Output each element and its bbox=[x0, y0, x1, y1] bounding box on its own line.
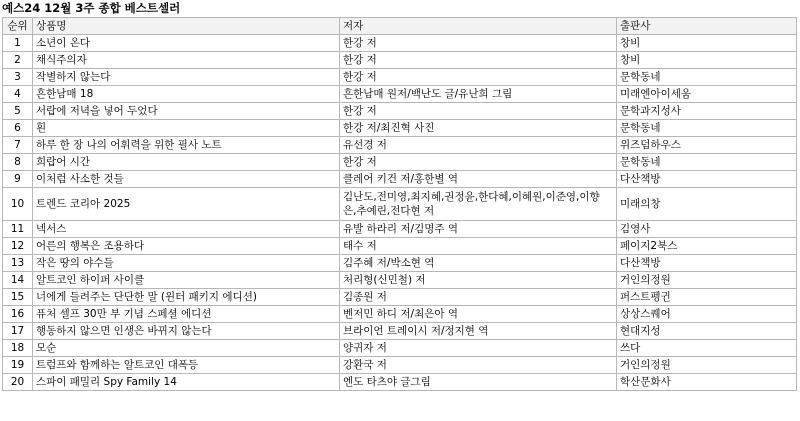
table-row bbox=[3, 255, 797, 272]
book-title-cell: 흰 bbox=[33, 120, 340, 137]
table-row bbox=[3, 86, 797, 103]
author-cell: 클레어 키건 저/홍한별 역 bbox=[340, 171, 617, 188]
publisher-cell: 문학과지성사 bbox=[617, 103, 797, 120]
rank-cell: 20 bbox=[3, 374, 33, 391]
table-row bbox=[3, 103, 797, 120]
table-body bbox=[3, 35, 797, 391]
publisher-cell: 다산책방 bbox=[617, 255, 797, 272]
rank-cell: 12 bbox=[3, 238, 33, 255]
author-cell: 엔도 타츠야 글그림 bbox=[340, 374, 617, 391]
publisher-cell: 현대지성 bbox=[617, 323, 797, 340]
author-cell: 강환국 저 bbox=[340, 357, 617, 374]
author-cell: 한강 저 bbox=[340, 69, 617, 86]
author-cell: 태수 저 bbox=[340, 238, 617, 255]
column-header-publisher: 출판사 bbox=[617, 18, 797, 35]
publisher-cell: 위즈덤하우스 bbox=[617, 137, 797, 154]
publisher-cell: 학산문화사 bbox=[617, 374, 797, 391]
publisher-cell: 퍼스트펭귄 bbox=[617, 289, 797, 306]
table-row bbox=[3, 137, 797, 154]
author-cell: 유선경 저 bbox=[340, 137, 617, 154]
book-title-cell: 퓨처 셀프 30만 부 기념 스페셜 에디션 bbox=[33, 306, 340, 323]
publisher-cell: 페이지2북스 bbox=[617, 238, 797, 255]
publisher-cell: 문학동네 bbox=[617, 120, 797, 137]
book-title-cell: 트럼프와 함께하는 알트코인 대폭등 bbox=[33, 357, 340, 374]
author-cell: 한강 저 bbox=[340, 35, 617, 52]
rank-cell: 3 bbox=[3, 69, 33, 86]
author-cell: 한강 저 bbox=[340, 52, 617, 69]
book-title-cell: 스파이 패밀리 Spy Family 14 bbox=[33, 374, 340, 391]
table-row bbox=[3, 69, 797, 86]
table-row bbox=[3, 154, 797, 171]
rank-cell: 16 bbox=[3, 306, 33, 323]
author-cell: 흔한남매 원저/백난도 글/유난희 그림 bbox=[340, 86, 617, 103]
page-title: 예스24 12월 3주 종합 베스트셀러 bbox=[2, 1, 181, 15]
book-title-cell: 어른의 행복은 조용하다 bbox=[33, 238, 340, 255]
author-cell: 김주혜 저/박소현 역 bbox=[340, 255, 617, 272]
rank-cell: 18 bbox=[3, 340, 33, 357]
table-row bbox=[3, 221, 797, 238]
book-title-cell: 하루 한 장 나의 어휘력을 위한 필사 노트 bbox=[33, 137, 340, 154]
book-title-cell: 소년이 온다 bbox=[33, 35, 340, 52]
publisher-cell: 문학동네 bbox=[617, 154, 797, 171]
publisher-cell: 미래의창 bbox=[617, 188, 797, 221]
rank-cell: 6 bbox=[3, 120, 33, 137]
book-title-cell: 넥서스 bbox=[33, 221, 340, 238]
author-cell: 한강 저 bbox=[340, 103, 617, 120]
publisher-cell: 상상스퀘어 bbox=[617, 306, 797, 323]
table-row bbox=[3, 238, 797, 255]
column-header-author: 저자 bbox=[340, 18, 617, 35]
publisher-cell: 쓰다 bbox=[617, 340, 797, 357]
book-title-cell: 채식주의자 bbox=[33, 52, 340, 69]
table-row bbox=[3, 35, 797, 52]
table-row bbox=[3, 374, 797, 391]
rank-cell: 11 bbox=[3, 221, 33, 238]
table-header-row bbox=[3, 18, 797, 35]
column-header-title: 상품명 bbox=[33, 18, 340, 35]
rank-cell: 7 bbox=[3, 137, 33, 154]
table-row bbox=[3, 52, 797, 69]
table-row bbox=[3, 120, 797, 137]
rank-cell: 8 bbox=[3, 154, 33, 171]
publisher-cell: 창비 bbox=[617, 35, 797, 52]
rank-cell: 13 bbox=[3, 255, 33, 272]
rank-cell: 9 bbox=[3, 171, 33, 188]
table-row bbox=[3, 340, 797, 357]
table-row bbox=[3, 306, 797, 323]
table-row bbox=[3, 289, 797, 306]
author-cell: 양귀자 저 bbox=[340, 340, 617, 357]
column-header-rank: 순위 bbox=[3, 18, 33, 35]
book-title-cell: 모순 bbox=[33, 340, 340, 357]
book-title-cell: 작은 땅의 야수들 bbox=[33, 255, 340, 272]
author-cell: 처리형(신민철) 저 bbox=[340, 272, 617, 289]
table-row bbox=[3, 323, 797, 340]
publisher-cell: 거인의정원 bbox=[617, 357, 797, 374]
table-row bbox=[3, 188, 797, 221]
publisher-cell: 김영사 bbox=[617, 221, 797, 238]
publisher-cell: 다산책방 bbox=[617, 171, 797, 188]
rank-cell: 14 bbox=[3, 272, 33, 289]
author-cell: 김종원 저 bbox=[340, 289, 617, 306]
publisher-cell: 문학동네 bbox=[617, 69, 797, 86]
rank-cell: 1 bbox=[3, 35, 33, 52]
author-cell: 김난도,전미영,최지혜,권정윤,한다혜,이혜원,이준영,이향은,추예린,전다현 저 bbox=[340, 188, 617, 221]
book-title-cell: 트렌드 코리아 2025 bbox=[33, 188, 340, 221]
book-title-cell: 이처럼 사소한 것들 bbox=[33, 171, 340, 188]
rank-cell: 2 bbox=[3, 52, 33, 69]
rank-cell: 15 bbox=[3, 289, 33, 306]
rank-cell: 19 bbox=[3, 357, 33, 374]
rank-cell: 5 bbox=[3, 103, 33, 120]
author-cell: 유발 하라리 저/김명주 역 bbox=[340, 221, 617, 238]
author-cell: 벤저민 하디 저/최은아 역 bbox=[340, 306, 617, 323]
rank-cell: 4 bbox=[3, 86, 33, 103]
book-title-cell: 작별하지 않는다 bbox=[33, 69, 340, 86]
table-row bbox=[3, 272, 797, 289]
author-cell: 한강 저/최진혁 사진 bbox=[340, 120, 617, 137]
bestseller-table bbox=[2, 17, 797, 391]
book-title-cell: 희랍어 시간 bbox=[33, 154, 340, 171]
book-title-cell: 너에게 들려주는 단단한 말 (윈터 패키지 에디션) bbox=[33, 289, 340, 306]
table-row bbox=[3, 357, 797, 374]
table-row bbox=[3, 171, 797, 188]
publisher-cell: 창비 bbox=[617, 52, 797, 69]
rank-cell: 17 bbox=[3, 323, 33, 340]
book-title-cell: 서랍에 저녁을 넣어 두었다 bbox=[33, 103, 340, 120]
author-cell: 한강 저 bbox=[340, 154, 617, 171]
publisher-cell: 미래엔아이세움 bbox=[617, 86, 797, 103]
publisher-cell: 거인의정원 bbox=[617, 272, 797, 289]
book-title-cell: 흔한남매 18 bbox=[33, 86, 340, 103]
rank-cell: 10 bbox=[3, 188, 33, 221]
author-cell: 브라이언 트레이시 저/정지현 역 bbox=[340, 323, 617, 340]
book-title-cell: 알트코인 하이퍼 사이클 bbox=[33, 272, 340, 289]
book-title-cell: 행동하지 않으면 인생은 바뀌지 않는다 bbox=[33, 323, 340, 340]
